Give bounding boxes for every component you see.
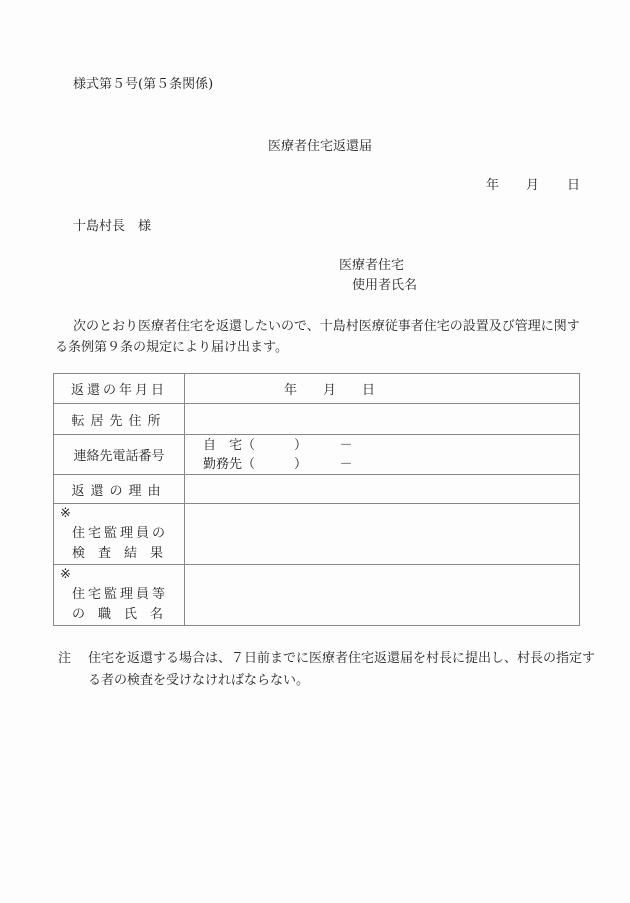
phone-label: 連絡先電話番号 (54, 435, 185, 475)
phone-field[interactable] (185, 435, 580, 475)
table-row-inspection-result (54, 504, 580, 565)
return-form-table (53, 373, 580, 626)
inspector-name-label (54, 565, 185, 626)
applicant-label-line2: 使用者氏名 (352, 278, 418, 293)
submission-date (486, 174, 580, 193)
note-text: 住宅を返還する場合は、７日前までに医療者住宅返還届を村長に提出し、村長の指定する者の検査を受けなければならない。 (88, 651, 596, 688)
reason-field[interactable] (185, 475, 580, 504)
new-address-field[interactable] (185, 404, 580, 435)
table-row-phone (54, 435, 580, 475)
body-text: 次のとおり医療者住宅を返還したいので、十島村医療従事者住宅の設置及び管理に関する条例第９条の規定により届け出ます。 (55, 319, 580, 355)
table-row-reason (54, 475, 580, 504)
form-number: 様式第５号(第５条関係) (73, 77, 214, 92)
note (58, 648, 598, 692)
inspection-result-field[interactable] (185, 504, 580, 565)
inspection-label-line2: 検査結果 (72, 546, 177, 561)
phone-work[interactable]: 勤務先（ ） － (203, 456, 353, 472)
inspection-label-line1: 住宅監理員の (72, 526, 169, 541)
inspector-label-line1: 住宅監理員等 (72, 587, 169, 602)
reason-label: 返還の理由 (54, 475, 185, 504)
table-row-return-date (54, 374, 580, 404)
return-date-field[interactable]: 年 月 日 (185, 374, 580, 404)
official-use-mark: ※ (60, 506, 71, 521)
table-row-new-address (54, 404, 580, 435)
document-title: 医療者住宅返還届 (268, 139, 373, 154)
return-date-label: 返還の年月日 (54, 374, 185, 404)
note-prefix: 注 (58, 651, 72, 666)
official-use-mark: ※ (60, 567, 71, 582)
addressee: 十島村長 様 (73, 219, 152, 234)
day-label: 日 (567, 178, 581, 193)
inspector-name-field[interactable] (185, 565, 580, 626)
inspector-label-line2: の職氏名 (72, 607, 177, 622)
year-label: 年 (486, 178, 500, 193)
phone-home[interactable]: 自 宅（ ） － (203, 437, 353, 453)
new-address-label: 転居先住所 (54, 404, 185, 435)
month-label: 月 (526, 178, 540, 193)
table-row-inspector-name (54, 565, 580, 626)
applicant-label-line1: 医療者住宅 (339, 258, 405, 273)
inspection-result-label (54, 504, 185, 565)
